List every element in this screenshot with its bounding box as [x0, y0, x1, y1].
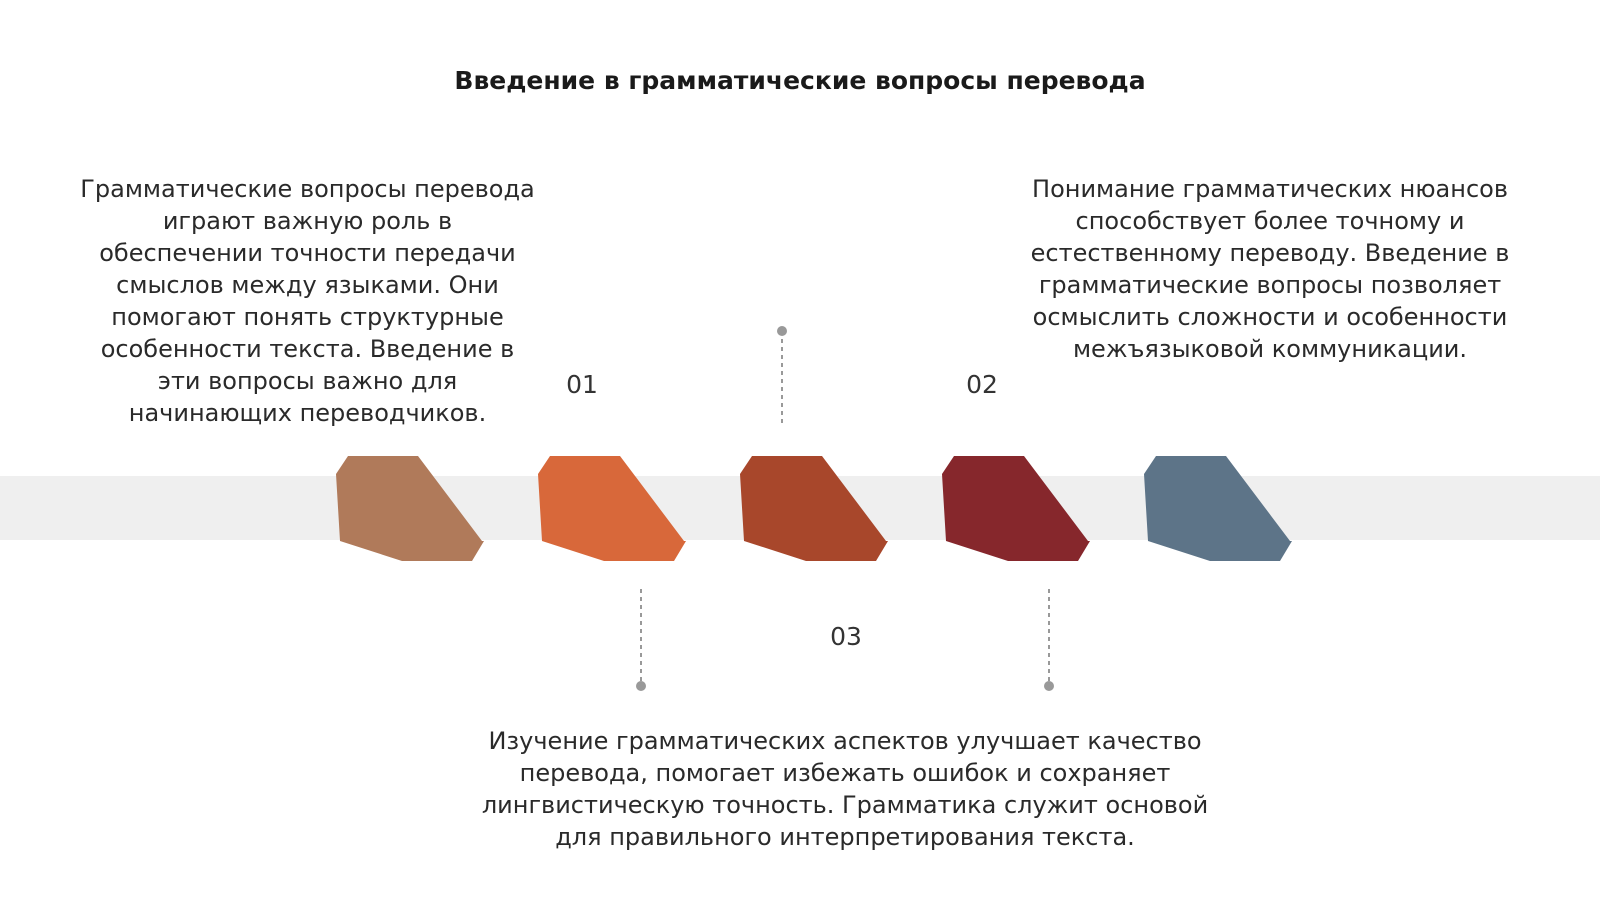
- connector-1-dot: [777, 326, 787, 336]
- step-3-number: 03: [830, 622, 862, 651]
- connector-1: [777, 326, 787, 426]
- chevron-marker-2: [538, 456, 686, 561]
- step-2-text: Понимание грамматических нюансов способствует более точному и естественному переводу. Введение в грамматические вопросы позволяет осмыслить сложности и особенности межъязыковой коммуникации.: [1030, 175, 1510, 363]
- chevron-marker-3: [740, 456, 888, 561]
- step-3-text: Изучение грамматических аспектов улучшает качество перевода, помогает избежать ошибок и сохраняет лингвистическую точность. Грамматика служит основой для правильного интерпретирования текста.: [481, 727, 1209, 851]
- chevron-marker-1: [336, 456, 484, 561]
- step-1-text: Грамматические вопросы перевода играют важную роль в обеспечении точности передачи смыслов между языками. Они помогают понять структурные особенности текста. Введение в эти вопросы важно для начинающих переводчиков.: [80, 175, 535, 427]
- chevron-group: [336, 456, 1292, 561]
- connector-3-dot: [636, 681, 646, 691]
- connector-2-dot: [1044, 681, 1054, 691]
- connector-2: [1044, 589, 1054, 691]
- chevron-marker-4: [942, 456, 1090, 561]
- step-1-number: 01: [566, 370, 598, 399]
- page-title: Введение в грамматические вопросы перевода: [454, 66, 1146, 95]
- chevron-marker-5: [1144, 456, 1292, 561]
- step-2-number: 02: [966, 370, 998, 399]
- connector-3: [636, 589, 646, 691]
